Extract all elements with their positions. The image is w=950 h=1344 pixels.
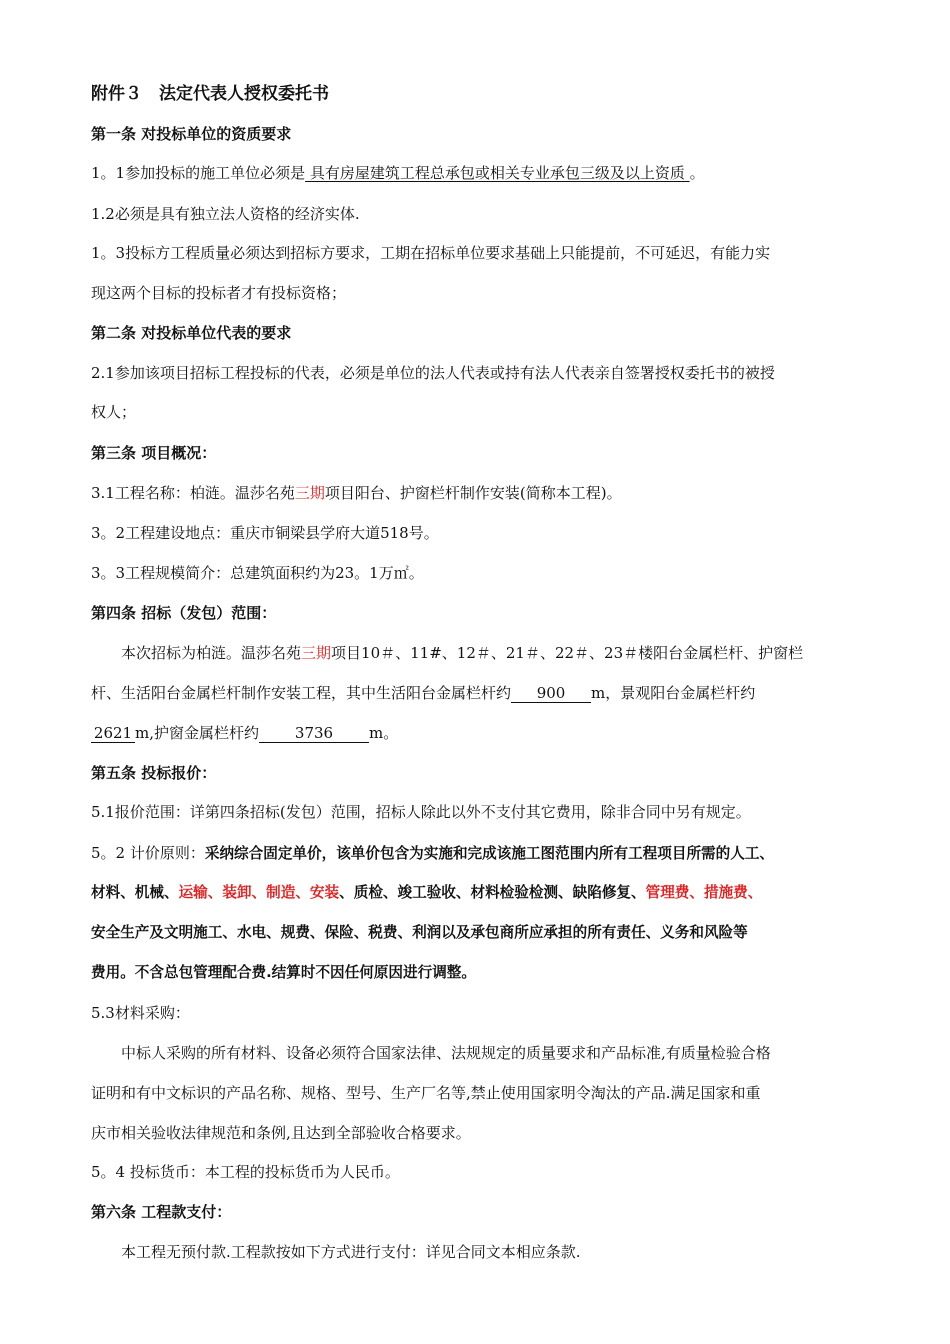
document-title: 附件３ 法定代表人授权委托书 <box>91 84 329 104</box>
article-5-clause-2-line-4: 费用。不含总包管理配合费.结算时不因任何原因进行调整。 <box>91 964 476 981</box>
article-1-clause-3-line-1: 1。3投标方工程质量必须达到招标方要求，工期在招标单位要求基础上只能提前，不可延迟，有能力实 <box>91 244 771 262</box>
article-5-clause-4: 5。4 投标货币：本工程的投标货币为人民币。 <box>91 1163 400 1181</box>
living-balcony-length-field: 900 <box>511 684 591 703</box>
phase-highlight: 三期 <box>294 484 325 502</box>
article-5-heading: 第五条 投标报价： <box>91 764 217 782</box>
article-1-heading: 第一条 对投标单位的资质要求 <box>91 125 292 143</box>
landscape-balcony-length-field: 2621 <box>91 724 135 743</box>
article-5-clause-3-line-2: 证明和有中文标识的产品名称、规格、型号、生产厂名等,禁止使用国家明令淘汰的产品.满足国家和重 <box>91 1084 761 1102</box>
article-3-heading: 第三条 项目概况： <box>91 444 217 462</box>
article-1-clause-1: 1。1参加投标的施工单位必须是 具有房屋建筑工程总承包或相关专业承包三级及以上资质 。 <box>91 164 705 182</box>
article-3-clause-3: 3。3工程规模简介：总建筑面积约为23。1万㎡。 <box>91 564 424 582</box>
article-5-clause-2-line-3: 安全生产及文明施工、水电、规费、保险、税费、利润以及承包商所应承担的所有责任、义务和风险等 <box>91 924 748 941</box>
article-1-clause-2: 1.2必须是具有独立法人资格的经济实体. <box>91 205 360 223</box>
article-6-clause-1: 本工程无预付款.工程款按如下方式进行支付：详见合同文本相应条款. <box>121 1243 581 1261</box>
article-5-clause-3-heading: 5.3材料采购： <box>91 1004 190 1022</box>
window-guard-length-field: 3736 <box>259 724 369 743</box>
article-4-line-2: 杆、生活阳台金属栏杆制作安装工程，其中生活阳台金属栏杆约 900 m，景观阳台金属栏杆约 <box>91 684 756 702</box>
red-highlight: 管理费、措施费、 <box>645 884 763 901</box>
article-1-clause-3-line-2: 现这两个目标的投标者才有投标资格； <box>91 284 347 302</box>
article-2-clause-1-line-2: 权人； <box>91 403 137 421</box>
article-5-clause-3-line-3: 庆市相关验收法律规范和条例,且达到全部验收合格要求。 <box>91 1124 471 1142</box>
article-2-clause-1-line-1: 2.1参加该项目招标工程投标的代表，必须是单位的法人代表或持有法人代表亲自签署授权委托书的被授 <box>91 364 775 382</box>
article-5-clause-3-line-1: 中标人采购的所有材料、设备必须符合国家法律、法规规定的质量要求和产品标准,有质量检验合格 <box>121 1044 771 1062</box>
red-highlight: 运输、装卸、制造、安装 <box>178 884 340 901</box>
qualification-requirement: 具有房屋建筑工程总承包或相关专业承包三级及以上资质 <box>305 164 690 182</box>
article-6-heading: 第六条 工程款支付： <box>91 1203 232 1221</box>
article-4-line-1: 本次招标为柏涟。温莎名苑三期项目10＃、11#、12＃、21＃、22＃、23＃楼阳台金属栏杆、护窗栏 <box>121 644 804 662</box>
phase-highlight: 三期 <box>301 644 332 662</box>
article-5-clause-1: 5.1报价范围：详第四条招标(发包）范围，招标人除此以外不支付其它费用，除非合同中另有规定。 <box>91 803 751 821</box>
article-3-clause-2: 3。2工程建设地点：重庆市铜梁县学府大道518号。 <box>91 524 439 542</box>
article-4-heading: 第四条 招标（发包）范围： <box>91 604 277 622</box>
article-5-clause-2-line-2: 材料、机械、运输、装卸、制造、安装、质检、竣工验收、材料检验检测、缺陷修复、管理费、措施费、 <box>91 884 763 901</box>
article-4-line-3: 2621 m,护窗金属栏杆约 3736 m。 <box>91 723 398 743</box>
article-5-clause-2-line-1: 5。2 计价原则：采纳综合固定单价，该单价包含为实施和完成该施工图范围内所有工程项目所需的人工、 <box>91 844 775 862</box>
article-2-heading: 第二条 对投标单位代表的要求 <box>91 324 292 342</box>
article-3-clause-1: 3.1工程名称：柏涟。温莎名苑三期项目阳台、护窗栏杆制作安装(简称本工程)。 <box>91 484 622 502</box>
